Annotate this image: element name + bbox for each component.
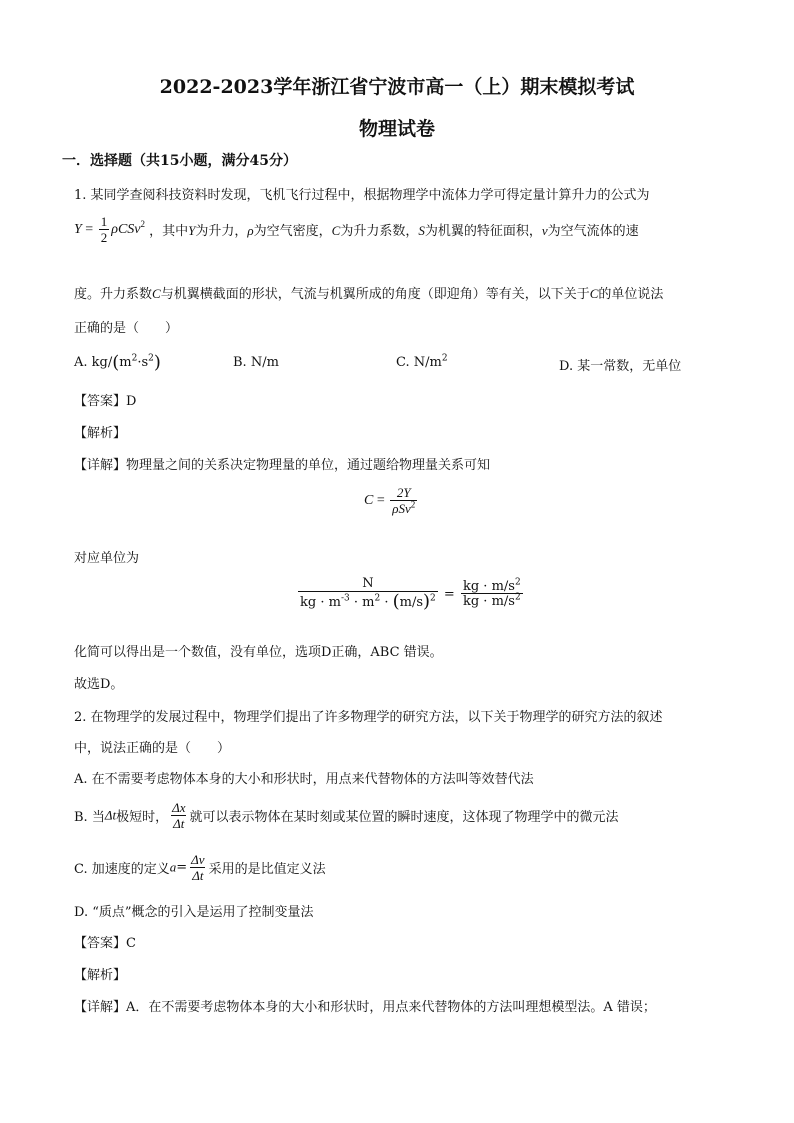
- q1-stem-line4: 正确的是（ ）: [74, 321, 179, 336]
- q2-detail: 【详解】A．在不需要考虑物体本身的大小和形状时，用点来代替物体的方法叫理想模型法。A 错误；: [74, 1000, 656, 1015]
- q1-unit-equation: $\frac{N}{kg \cdot m^{-3} \cdot m^2 \cdot (m/s)^2}$ = $\frac{kg \cdot m/s^2}{kg \cdot m/s^2}$: [300, 576, 521, 612]
- q1-option-a: A. $kg/(m^2\cdot s^2)$: [74, 352, 161, 373]
- q2-option-a: A. 在不需要考虑物体本身的大小和形状时，用点来代替物体的方法叫等效替代法: [74, 772, 534, 787]
- q2-stem-line1: 2. 在物理学的发展过程中，物理学们提出了许多物理学的研究方法，以下关于物理学的研究方法的叙述: [74, 710, 663, 725]
- q2-stem-line2: 中，说法正确的是（ ）: [74, 741, 231, 756]
- q1-unit-intro: 对应单位为: [74, 551, 140, 566]
- q1-lift-formula: Y = $\frac{1}{2}$ ρCSv$^2$: [74, 214, 145, 245]
- q1-stem-line3: 度。升力系数C与机翼横截面的形状，气流与机翼所成的角度（即迎角）等有关，以下关于C的单位说法: [74, 286, 664, 302]
- q1-option-c: C. $N/m^2$: [396, 353, 448, 370]
- q1-stem-line1: 1. 某同学查阅科技资料时发现，飞机飞行过程中，根据物理学中流体力学可得定量计算升力的公式为: [74, 188, 650, 203]
- q1-option-d: D. 某一常数，无单位: [559, 359, 682, 374]
- q1-stem-line2: Y = $\frac{1}{2}$ ρCSv$^2$ ，其中Y为升力，ρ为空气密度，C为升力系数，S为机翼的特征面积，v为空气流体的速: [74, 214, 639, 245]
- q2-answer: 【答案】C: [74, 936, 136, 951]
- q2-option-c: C. 加速度的定义a= $\frac{\Delta v}{\Delta t}$ 采用的是比值定义法: [74, 852, 326, 883]
- page-title: 2022-2023学年浙江省宁波市高一（上）期末模拟考试: [159, 76, 635, 98]
- q2-option-d: D. “质点”概念的引入是运用了控制变量法: [74, 905, 314, 920]
- q1-detail: 【详解】物理量之间的关系决定物理量的单位，通过题给物理量关系可知: [74, 458, 491, 473]
- q1-option-b: B. N/m: [233, 355, 279, 370]
- q1-conclusion: 化简可以得出是一个数值，没有单位，选项D正确，ABC 错误。: [74, 645, 443, 660]
- q1-answer: 【答案】D: [74, 394, 137, 409]
- q1-equation-c: C = $\frac{2Y}{\rho Sv^2}$: [364, 485, 416, 516]
- q2-analysis-label: 【解析】: [74, 968, 127, 983]
- q2-option-b: B. 当Δt极短时， $\frac{\Delta x}{\Delta t}$ 就可以表示物体在某时刻或某位置的瞬时速度，这体现了物理学中的微元法: [74, 800, 619, 831]
- q1-analysis-label: 【解析】: [74, 426, 127, 441]
- page-subtitle: 物理试卷: [358, 118, 435, 140]
- section-heading: 一．选择题（共15小题，满分45分）: [62, 153, 297, 169]
- q1-choose: 故选D。: [74, 677, 124, 692]
